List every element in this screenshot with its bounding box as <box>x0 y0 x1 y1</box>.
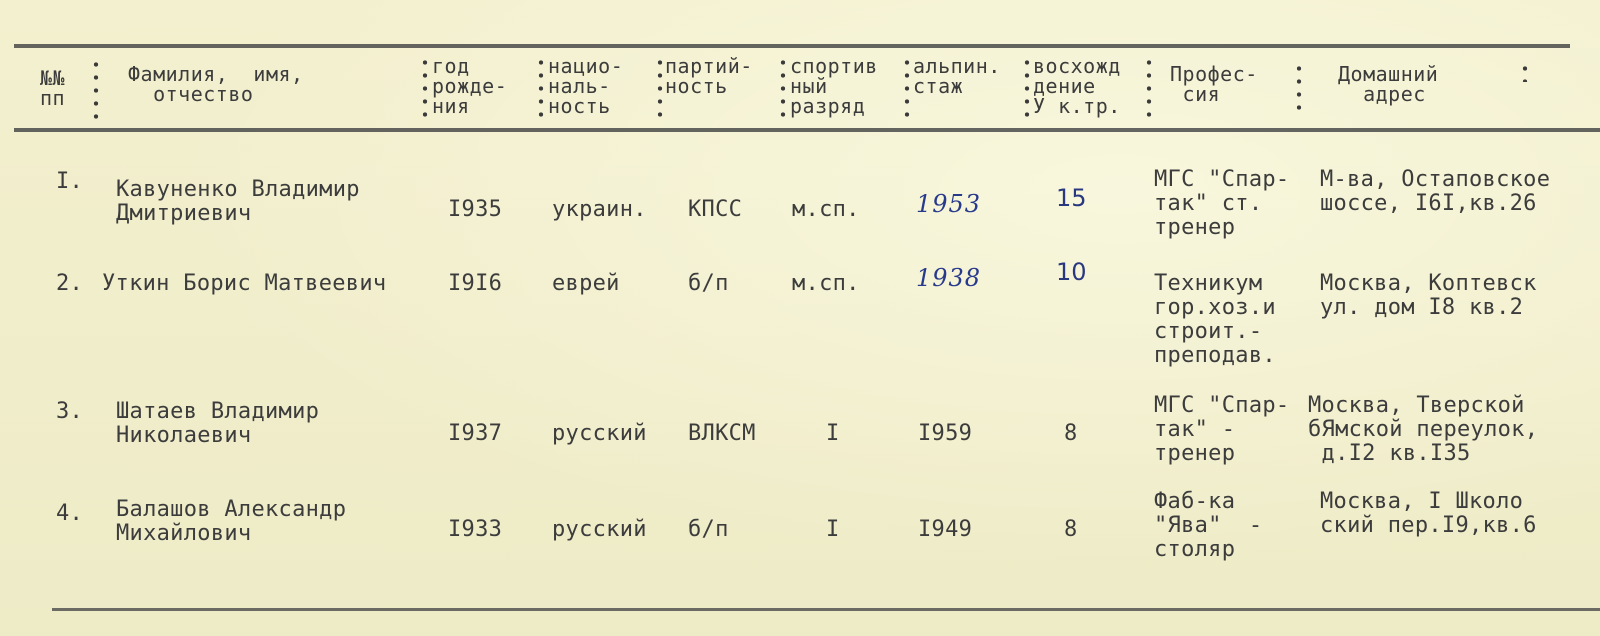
row-address: Москва, I Школо ский пер.I9,кв.6 <box>1320 489 1537 538</box>
row-sport-rank: I <box>826 517 840 542</box>
row-profession: Фаб-ка "Ява" - столяр <box>1154 489 1263 562</box>
row-birth-year: I9I6 <box>448 271 503 296</box>
row-nationality: русский <box>552 421 647 446</box>
row-party: б/п <box>688 517 729 542</box>
table-bottom-rule <box>52 608 1600 611</box>
row-profession: Техникум гор.хоз.и строит.- преподав. <box>1154 271 1276 368</box>
header-column-separator <box>422 56 428 120</box>
header-column-separator <box>904 56 910 120</box>
row-nationality: русский <box>552 517 647 542</box>
row-address: Москва, Коптевск ул. дом I8 кв.2 <box>1320 271 1537 320</box>
header-column-separator <box>1024 56 1030 120</box>
row-sport-rank: I <box>826 421 840 446</box>
row-num: I. <box>56 169 84 194</box>
row-alpine-exp: I959 <box>918 421 973 446</box>
row-ascents: 8 <box>1064 421 1078 446</box>
row-num: 4. <box>56 501 84 526</box>
row-nationality: украин. <box>552 197 647 222</box>
header-column-separator <box>538 56 544 120</box>
row-sport-rank: м.сп. <box>792 271 860 296</box>
row-address: М-ва, Остаповское шоссе, I6I,кв.26 <box>1320 167 1551 216</box>
row-birth-year: I937 <box>448 421 503 446</box>
row-ascents: 10 <box>1056 258 1087 286</box>
row-alpine-exp: 1938 <box>916 264 982 292</box>
row-name: Уткин Борис Матвеевич <box>102 271 387 296</box>
row-nationality: еврей <box>552 271 620 296</box>
header-name: Фамилия, имя, отчество <box>128 62 304 106</box>
row-address: Москва, Тверской бЯмской переулок, д.I2 кв.I35 <box>1308 393 1539 466</box>
header-num: №№ пп <box>40 66 66 110</box>
header-bottom-rule <box>14 128 1600 132</box>
header-nationality: нацио- наль- ность <box>548 54 624 118</box>
row-alpine-exp: 1953 <box>916 190 982 218</box>
row-name: Балашов Александр Михайлович <box>116 497 347 546</box>
header-column-separator <box>93 58 99 122</box>
row-birth-year: I935 <box>448 197 503 222</box>
row-birth-year: I933 <box>448 517 503 542</box>
header-party: партий- ность <box>665 54 753 98</box>
header-address: Домашний адрес <box>1338 62 1439 106</box>
header-column-separator <box>1522 62 1528 82</box>
row-sport-rank: м.сп. <box>792 197 860 222</box>
header-column-separator <box>780 56 786 120</box>
header-birth-year: год рожде- ния <box>432 54 508 118</box>
row-name: Шатаев Владимир Николаевич <box>116 399 320 448</box>
table-top-rule <box>14 44 1570 48</box>
row-ascents: 8 <box>1064 517 1078 542</box>
row-party: б/п <box>688 271 729 296</box>
row-num: 2. <box>56 271 84 296</box>
row-profession: МГС "Спар- так" ст. тренер <box>1154 167 1290 240</box>
header-sport-rank: спортив ный разряд <box>790 54 878 118</box>
row-num: 3. <box>56 399 84 424</box>
row-name: Кавуненко Владимир Дмитриевич <box>116 177 360 226</box>
header-ascents: восхожд дение У к.тр. <box>1033 54 1121 118</box>
row-ascents: 15 <box>1056 184 1087 212</box>
header-column-separator <box>1296 62 1302 110</box>
row-party: ВЛКСМ <box>688 421 756 446</box>
row-alpine-exp: I949 <box>918 517 973 542</box>
header-profession: Профес- сия <box>1170 62 1258 106</box>
row-party: КПСС <box>688 197 743 222</box>
header-alpine-exp: альпин. стаж <box>913 54 1001 98</box>
header-column-separator <box>657 56 663 120</box>
header-column-separator <box>1146 56 1152 120</box>
row-profession: МГС "Спар- так" - тренер <box>1154 393 1290 466</box>
